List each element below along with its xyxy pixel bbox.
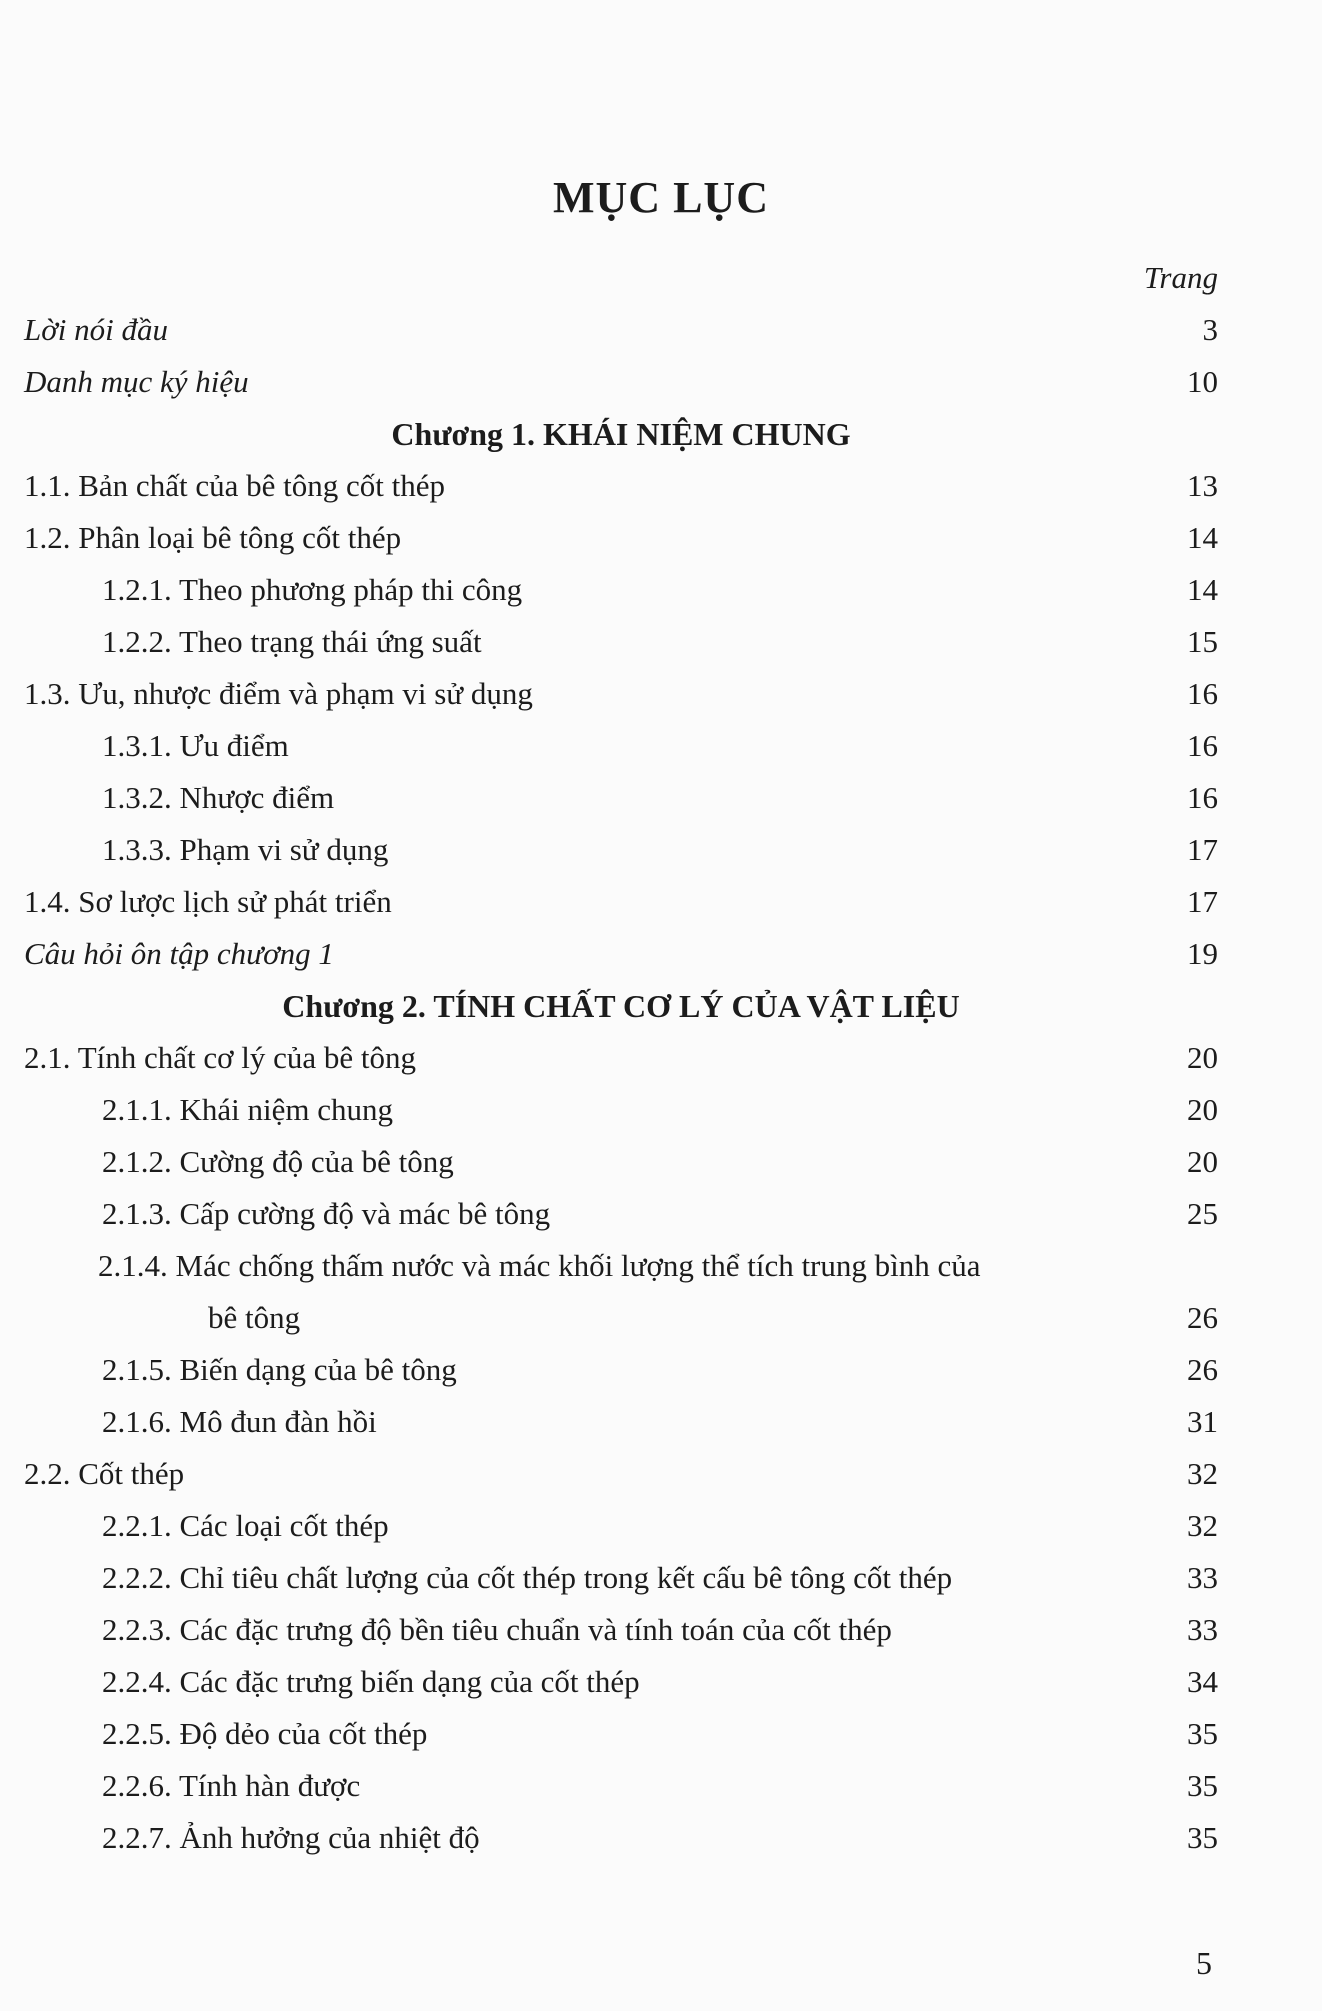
toc-subentry <box>24 824 1218 876</box>
toc-entry-text: 1.3.3. Phạm vi sử dụng <box>102 832 389 867</box>
toc-entry-page: 10 <box>1187 364 1218 399</box>
toc-entry-text: Danh mục ký hiệu <box>24 364 249 399</box>
toc-subentry <box>24 1812 1218 1864</box>
toc-subentry <box>24 616 1218 668</box>
toc-entry-text: 2.1.6. Mô đun đàn hồi <box>102 1404 377 1439</box>
toc-entry <box>24 668 1218 720</box>
toc-entry <box>24 1032 1218 1084</box>
toc-entry-page: 26 <box>1187 1300 1218 1335</box>
toc-subentry <box>24 720 1218 772</box>
toc-entry-text: 2.1. Tính chất cơ lý của bê tông <box>24 1040 417 1075</box>
toc-subentry <box>24 1500 1218 1552</box>
chapter-heading <box>24 408 1218 460</box>
toc-entry-page: 16 <box>1187 728 1218 763</box>
toc-entry-page: 16 <box>1187 676 1218 711</box>
toc-entry-page: 16 <box>1187 780 1218 815</box>
page-title: MỤC LỤC <box>553 173 769 222</box>
toc-entry-page: 20 <box>1187 1092 1218 1127</box>
toc-entry-page: 26 <box>1187 1352 1218 1387</box>
toc-entry-text-continued: bê tông <box>208 1300 301 1335</box>
chapter-heading <box>24 980 1218 1032</box>
toc-entry-text: 1.1. Bản chất của bê tông cốt thép <box>24 468 445 503</box>
toc-entry-text: 1.2.2. Theo trạng thái ứng suất <box>102 624 482 659</box>
toc-entry <box>24 460 1218 512</box>
toc-entry-text: 1.3. Ưu, nhược điểm và phạm vi sử dụng <box>24 676 533 711</box>
toc-entry <box>24 512 1218 564</box>
toc-entry-page: 14 <box>1187 520 1218 555</box>
toc-subentry <box>24 1344 1218 1396</box>
toc-entry-page: 35 <box>1187 1768 1218 1803</box>
toc-subentry <box>24 1188 1218 1240</box>
toc-entry-text: 2.1.4. Mác chống thấm nước và mác khối lượng thể tích trung bình của <box>98 1248 981 1283</box>
chapter-heading-text: Chương 2. TÍNH CHẤT CƠ LÝ CỦA VẬT LIỆU <box>282 988 960 1024</box>
toc-subentry <box>24 1708 1218 1760</box>
toc-entry <box>24 928 1218 980</box>
toc-entry-page: 20 <box>1187 1040 1218 1075</box>
toc-entry-page: 33 <box>1187 1612 1218 1647</box>
toc-entry-page: 35 <box>1187 1820 1218 1855</box>
toc-entry <box>24 356 1218 408</box>
toc-entry-text: 1.3.1. Ưu điểm <box>102 728 289 763</box>
toc-entry <box>24 1448 1218 1500</box>
toc-entry-page: 31 <box>1187 1404 1218 1439</box>
toc-entry-text: 2.2. Cốt thép <box>24 1456 185 1491</box>
toc-subentry <box>24 564 1218 616</box>
toc-entry-text: 2.2.7. Ảnh hưởng của nhiệt độ <box>102 1820 480 1855</box>
toc-subentry <box>24 772 1218 824</box>
page-column-header: Trang <box>1143 260 1218 295</box>
toc-entry-text: 2.2.5. Độ dẻo của cốt thép <box>102 1716 428 1751</box>
toc-entry-page: 32 <box>1187 1508 1218 1543</box>
toc-entry-text: 2.1.5. Biến dạng của bê tông <box>102 1352 457 1387</box>
toc-entry-text: 1.2.1. Theo phương pháp thi công <box>102 572 523 607</box>
toc-entry-text: 1.2. Phân loại bê tông cốt thép <box>24 520 402 555</box>
toc-entry-text: 2.1.2. Cường độ của bê tông <box>102 1144 454 1179</box>
toc-entry-text: 2.2.6. Tính hàn được <box>102 1768 361 1803</box>
page-number: 5 <box>1196 1945 1212 1981</box>
toc-subentry <box>24 1240 1218 1344</box>
toc-entry-page: 17 <box>1187 884 1218 919</box>
toc-entry-text: 2.1.1. Khái niệm chung <box>102 1092 394 1127</box>
toc-entry-text: 2.2.1. Các loại cốt thép <box>102 1508 389 1543</box>
toc-subentry <box>24 1552 1218 1604</box>
toc-entry-text: Câu hỏi ôn tập chương 1 <box>24 936 334 971</box>
toc-entry-text: 1.4. Sơ lược lịch sử phát triển <box>24 884 392 919</box>
toc-entry-text: 2.2.3. Các đặc trưng độ bền tiêu chuẩn và tính toán của cốt thép <box>102 1612 892 1647</box>
toc-entry-text: Lời nói đầu <box>24 312 169 347</box>
chapter-heading-text: Chương 1. KHÁI NIỆM CHUNG <box>391 416 851 452</box>
toc-entry-page: 32 <box>1187 1456 1218 1491</box>
table-of-contents <box>24 304 1218 1864</box>
toc-subentry <box>24 1084 1218 1136</box>
toc-entry-page: 34 <box>1187 1664 1218 1699</box>
toc-entry-page: 15 <box>1187 624 1218 659</box>
toc-entry-page: 3 <box>1202 312 1218 347</box>
toc-subentry <box>24 1396 1218 1448</box>
toc-entry-text: 2.2.2. Chỉ tiêu chất lượng của cốt thép trong kết cấu bê tông cốt thép <box>102 1560 953 1595</box>
toc-entry <box>24 304 1218 356</box>
toc-entry-text: 2.1.3. Cấp cường độ và mác bê tông <box>102 1196 551 1231</box>
toc-entry-page: 13 <box>1187 468 1218 503</box>
toc-subentry <box>24 1136 1218 1188</box>
toc-entry-page: 25 <box>1187 1196 1218 1231</box>
toc-entry-page: 20 <box>1187 1144 1218 1179</box>
toc-entry-page: 35 <box>1187 1716 1218 1751</box>
toc-subentry <box>24 1604 1218 1656</box>
toc-entry-page: 14 <box>1187 572 1218 607</box>
toc-entry-text: 2.2.4. Các đặc trưng biến dạng của cốt thép <box>102 1664 640 1699</box>
toc-entry-page: 17 <box>1187 832 1218 867</box>
toc-subentry <box>24 1656 1218 1708</box>
toc-entry-text: 1.3.2. Nhược điểm <box>102 780 335 815</box>
toc-entry-page: 33 <box>1187 1560 1218 1595</box>
toc-subentry <box>24 1760 1218 1812</box>
toc-entry-page: 19 <box>1187 936 1218 971</box>
toc-entry <box>24 876 1218 928</box>
